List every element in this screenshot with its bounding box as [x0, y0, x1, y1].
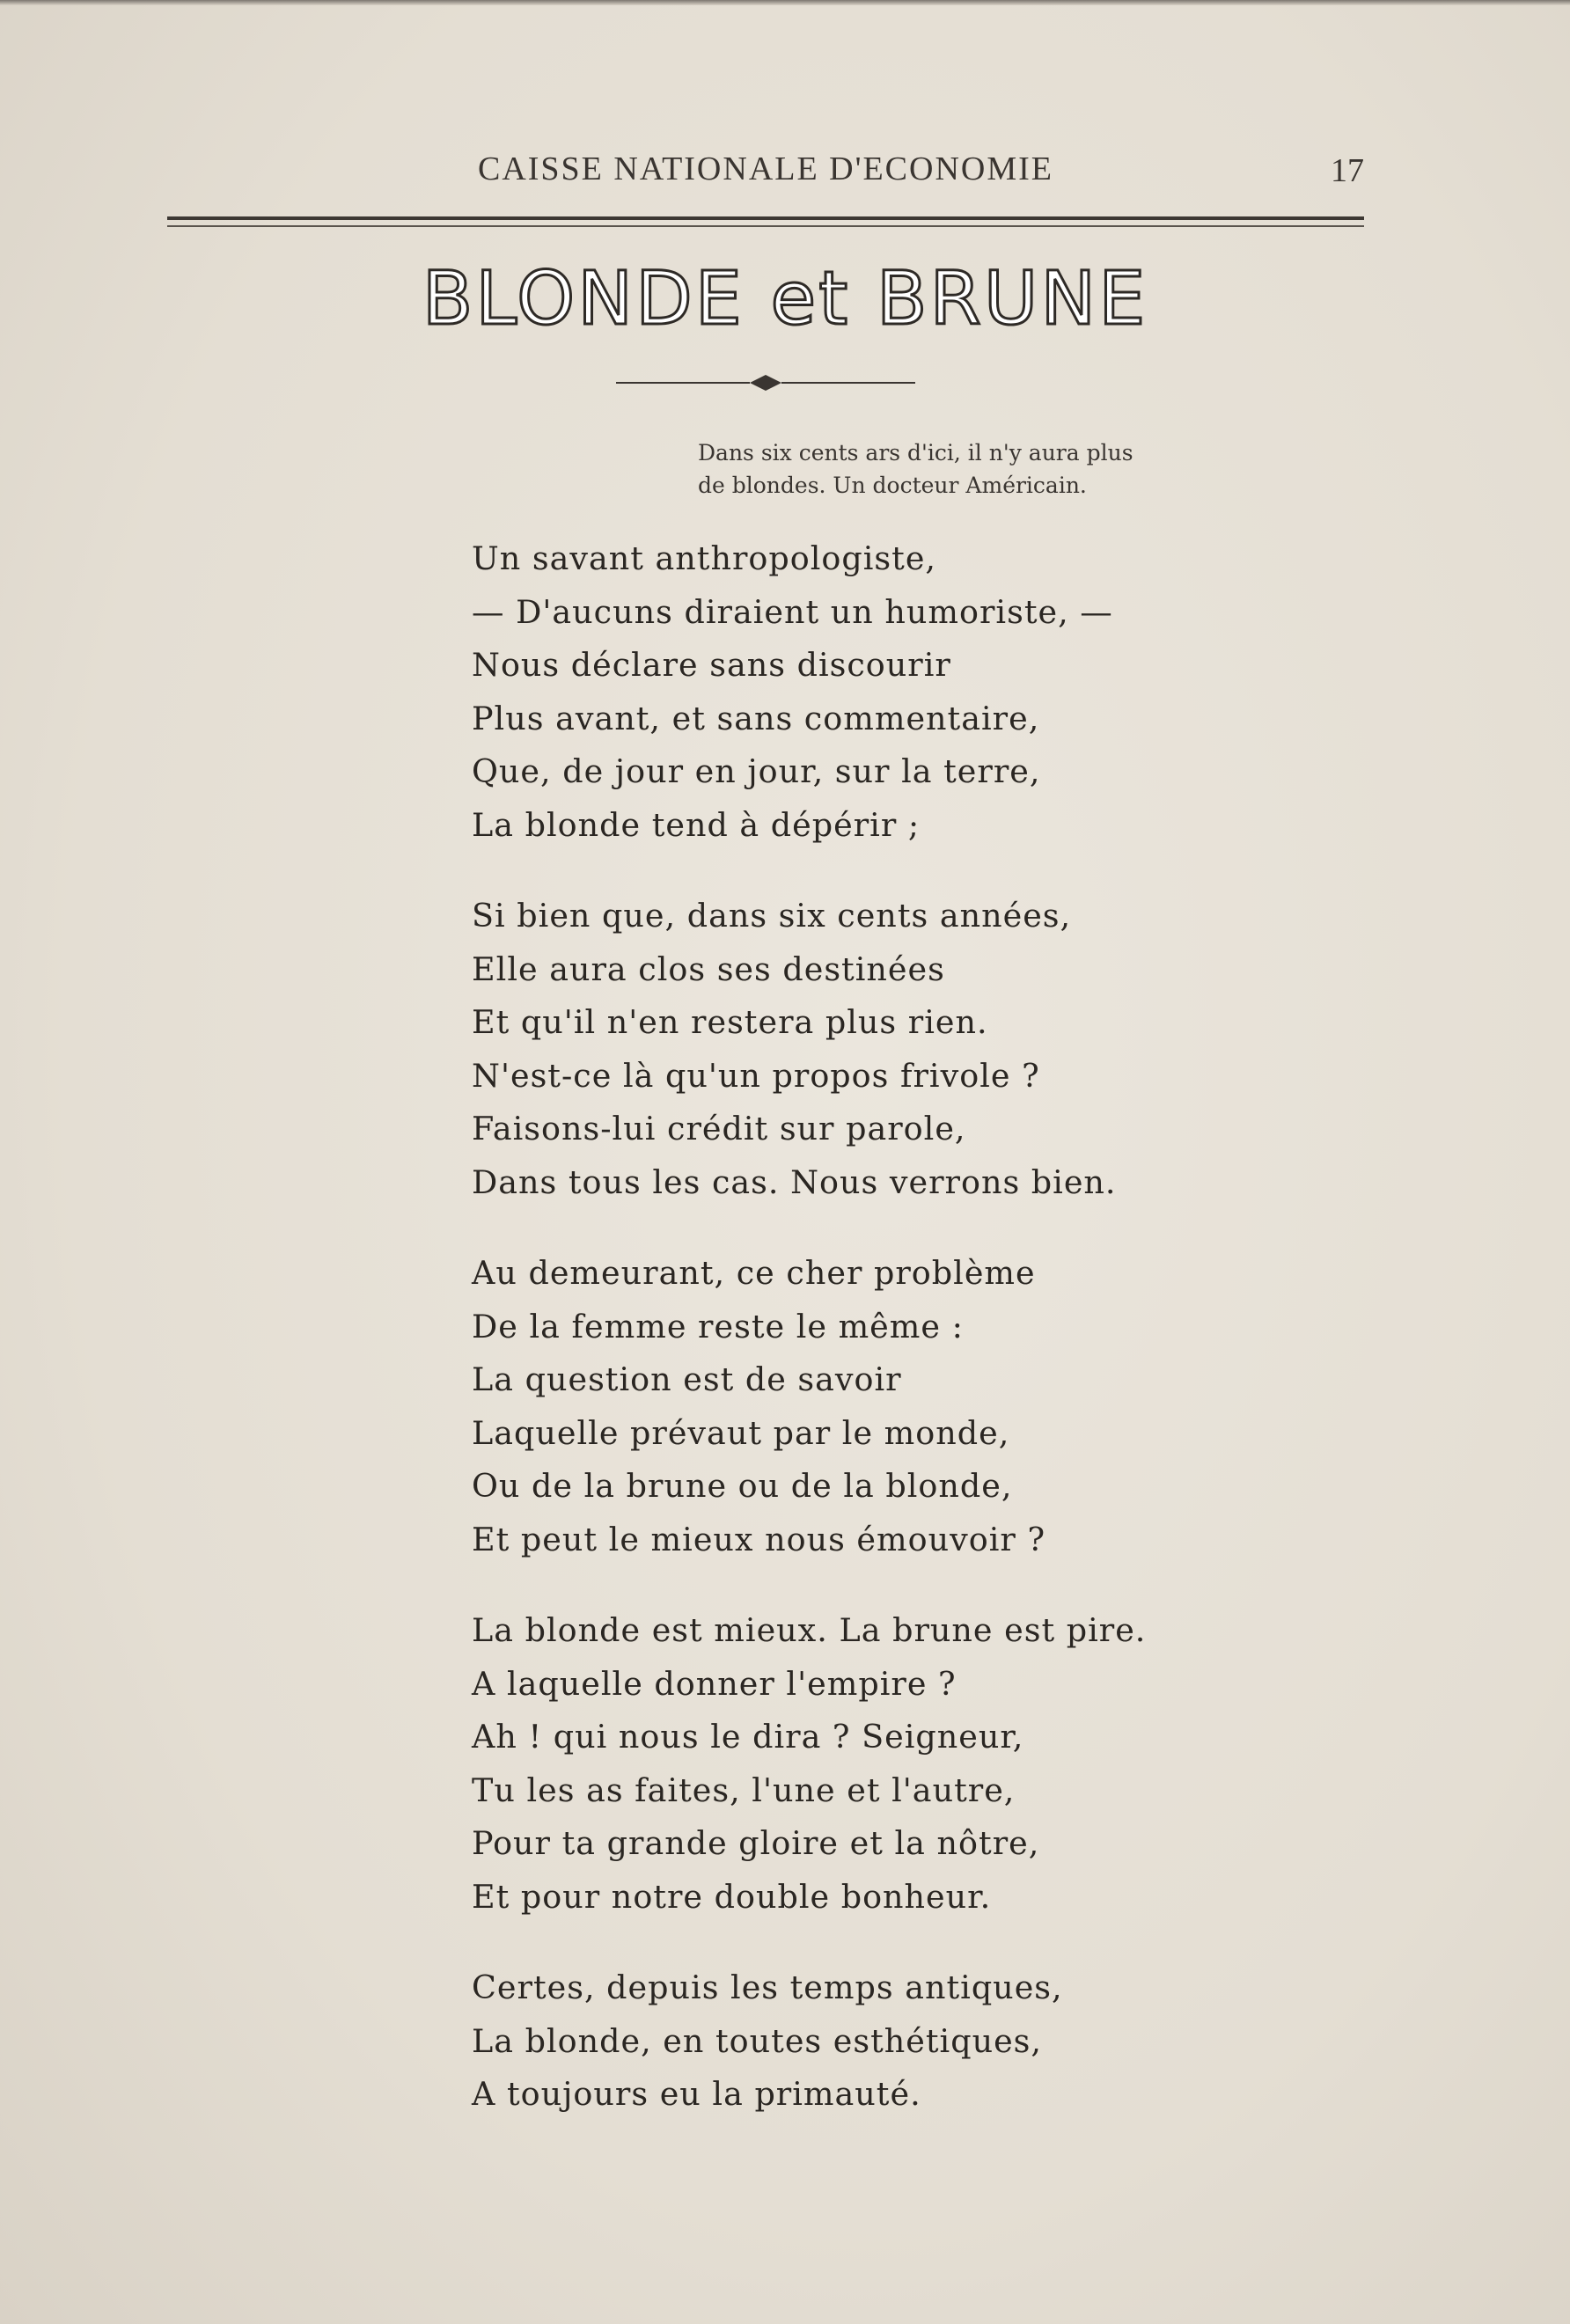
- header-rule-thick: [167, 216, 1364, 220]
- verse: Et qu'il n'en restera plus rien.: [472, 1003, 988, 1041]
- verse: Si bien que, dans six cents années,: [472, 897, 1072, 935]
- verse: La question est de savoir: [472, 1360, 902, 1398]
- verse: La blonde, en toutes esthétiques,: [472, 2021, 1043, 2060]
- verse: Faisons-lui crédit sur parole,: [472, 1110, 966, 1147]
- verse: La blonde tend à dépérir ;: [472, 805, 921, 844]
- running-title: CAISSE NATIONALE D'ECONOMIE: [477, 150, 1054, 187]
- verse: — D'aucuns diraient un humoriste, —: [472, 592, 1113, 631]
- stanza-5: [472, 1961, 1264, 2122]
- stanza-4: [472, 1604, 1264, 1924]
- epigraph: [698, 436, 1226, 502]
- poem-title: BLONDE et BRUNE: [422, 255, 1148, 341]
- verse: Plus avant, et sans commentaire,: [472, 699, 1040, 737]
- verse: Laquelle prévaut par le monde,: [472, 1413, 1010, 1452]
- verse: Nous déclare sans discourir: [472, 646, 951, 684]
- verse: Ah ! qui nous le dira ? Seigneur,: [472, 1718, 1024, 1756]
- stanza-1: [472, 532, 1264, 852]
- verse: Et peut le mieux nous émouvoir ?: [472, 1520, 1046, 1558]
- verse: A toujours eu la primauté.: [472, 2075, 921, 2113]
- poem-body: [472, 532, 1264, 2159]
- page-top-edge: [0, 0, 1570, 5]
- verse: Dans tous les cas. Nous verrons bien.: [472, 1162, 1117, 1201]
- verse: Un savant anthropologiste,: [472, 539, 937, 577]
- verse: N'est-ce là qu'un propos frivole ?: [472, 1056, 1040, 1095]
- verse: La blonde est mieux. La brune est pire.: [472, 1611, 1147, 1649]
- verse: Elle aura clos ses destinées: [472, 949, 945, 988]
- verse: Que, de jour en jour, sur la terre,: [472, 752, 1041, 790]
- verse: Et pour notre double bonheur.: [472, 1877, 992, 1916]
- verse: A laquelle donner l'empire ?: [472, 1664, 957, 1703]
- verse: Pour ta grande gloire et la nôtre,: [472, 1824, 1040, 1862]
- epigraph-line: de blondes. Un docteur Américain.: [698, 473, 1087, 498]
- verse: Tu les as faites, l'une et l'autre,: [472, 1770, 1016, 1809]
- verse: Au demeurant, ce cher problème: [472, 1254, 1036, 1292]
- diamond-rule-ornament-icon: [616, 370, 915, 396]
- stanza-3: [472, 1247, 1264, 1566]
- page-number: 17: [1331, 152, 1364, 189]
- stanza-2: [472, 890, 1264, 1209]
- running-head: [167, 150, 1364, 202]
- epigraph-line: Dans six cents ars d'ici, il n'y aura plus: [698, 440, 1133, 466]
- header-rule-thin: [167, 225, 1364, 227]
- verse: De la femme reste le même :: [472, 1307, 964, 1345]
- verse: Certes, depuis les temps antiques,: [472, 1968, 1063, 2006]
- verse: Ou de la brune ou de la blonde,: [472, 1467, 1013, 1505]
